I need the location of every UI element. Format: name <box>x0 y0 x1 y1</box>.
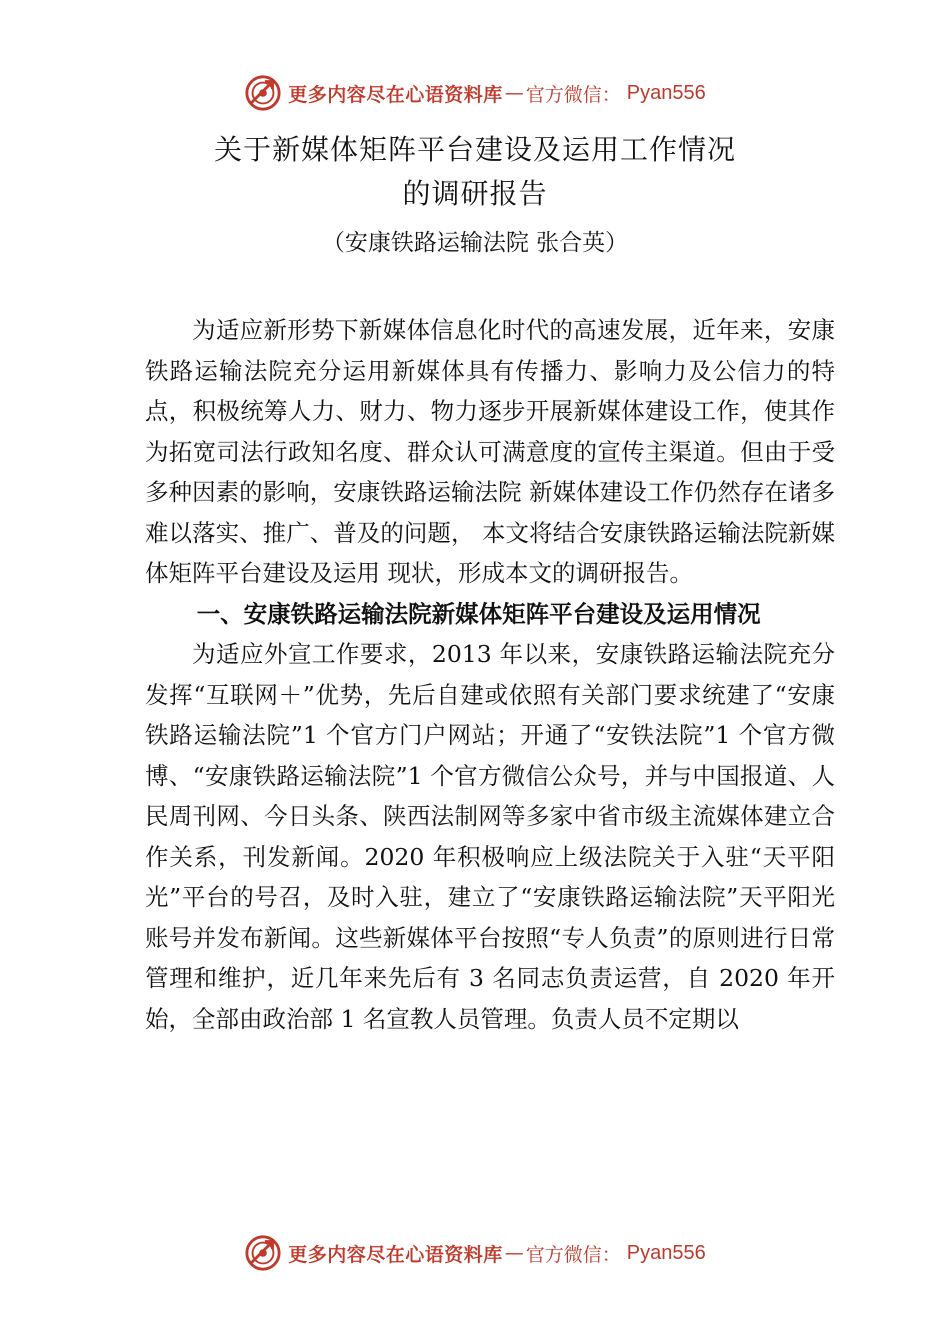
section-1-paragraph: 为适应外宣工作要求，2013 年以来，安康铁路运输法院充分发挥“互联网＋”优势，先后自建或依照有关部门要求统建了“安康铁路运输法院”1 个官方门户网站；开通了“安铁法院”1 个官方微博、“安康铁路运输法院”1 个官方微信公众号，并与中国报道、人民周刊网、今日头条、陕西法制网等多家中省市级主流媒体建立合作关系，刊发新闻。2020 年积极响应上级法院关于入驻“天平阳光”平台的号召，及时入驻，建立了“安康铁路运输法院”天平阳光账号并发布新闻。这些新媒体平台按照“专人负责”的原则进行日常管理和维护，近几年来先后有 3 名同志负责运营，自 2020 年开始，全部由政治部 1 名宣教人员管理。负责人员不定期以 <box>145 640 835 1033</box>
banner-wechat-label: 官方微信： <box>525 1243 621 1266</box>
document-title-line-2: 的调研报告 <box>402 177 548 210</box>
banner-separator: — <box>504 1242 524 1264</box>
banner-wechat-id: Pyan556 <box>626 81 706 104</box>
banner-wechat-label: 官方微信： <box>525 83 621 106</box>
watermark-banner-top <box>0 70 950 116</box>
brand-logo-icon <box>244 74 282 112</box>
banner-slogan: 更多内容尽在心语资料库 <box>288 83 503 106</box>
brand-logo-icon <box>244 1234 282 1272</box>
banner-separator: — <box>504 82 524 104</box>
document-author: （安康铁路运输法院 张合英） <box>321 230 629 256</box>
document-body <box>145 310 835 1039</box>
intro-paragraph: 为适应新形势下新媒体信息化时代的高速发展，近年来，安康铁路运输法院充分运用新媒体具有传播力、影响力及公信力的特点，积极统筹人力、财力、物力逐步开展新媒体建设工作，使其作为拓宽司法行政知名度、群众认可满意度的宣传主渠道。但由于受多种因素的影响，安康铁路运输法院 新媒体建设工作仍然存在诸多难以落实、推广、普及的问题， 本文将结合安康铁路运输法院新媒体矩阵平台建设及运用 现状，形成本文的调研报告。 <box>145 316 835 587</box>
document-title-line-1: 关于新媒体矩阵平台建设及运用工作情况 <box>213 133 736 166</box>
section-1-heading: 一、安康铁路运输法院新媒体矩阵平台建设及运用情况 <box>196 599 761 628</box>
banner-slogan: 更多内容尽在心语资料库 <box>288 1243 503 1266</box>
watermark-banner-bottom <box>0 1230 950 1276</box>
banner-wechat-id: Pyan556 <box>626 1241 706 1264</box>
